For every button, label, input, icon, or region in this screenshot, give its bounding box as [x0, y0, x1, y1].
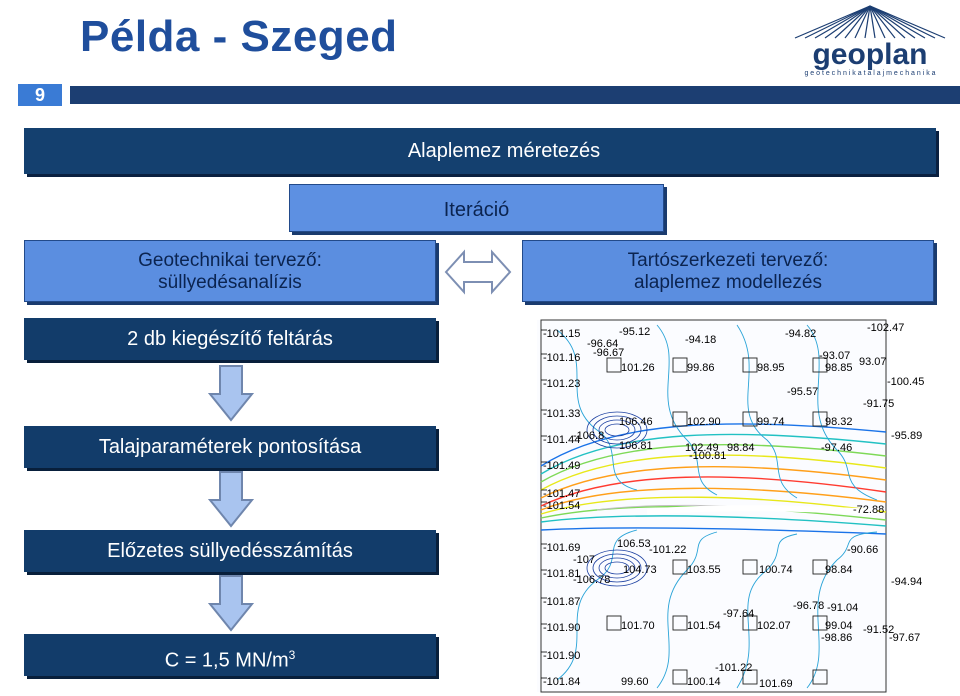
- contour-value-label: -101.22: [715, 662, 753, 674]
- step-supplementary-exploration: [24, 318, 436, 360]
- geotechnical-designer-box: [24, 240, 436, 302]
- step-preliminary-settlement: [24, 530, 436, 572]
- step-bedding-modulus-label: C = 1,5 MN/m: [164, 649, 289, 672]
- contour-value-label: -101.54: [543, 500, 581, 512]
- contour-value-label: -101.15: [543, 328, 581, 340]
- contour-value-label: -101.90: [543, 650, 581, 662]
- contour-value-label: -101.90: [543, 622, 581, 634]
- contour-value-label: -100.45: [887, 376, 925, 388]
- contour-value-label: -101.69: [543, 542, 581, 554]
- geotechnical-designer-title: Geotechnikai tervező:: [138, 250, 322, 271]
- contour-value-label: -91.04: [827, 602, 859, 614]
- contour-value-label: 98.84: [727, 442, 755, 454]
- geotechnical-designer-subtitle: süllyedésanalízis: [158, 272, 302, 293]
- contour-value-label: -106.78: [573, 574, 611, 586]
- contour-value-label: -91.75: [863, 398, 895, 410]
- contour-value-label: 98.95: [757, 362, 785, 374]
- contour-value-label: -107: [573, 554, 596, 566]
- slide-number: 9: [18, 84, 62, 106]
- down-arrow-icon: [208, 574, 254, 634]
- contour-value-label: -101.81: [543, 568, 581, 580]
- iteration-box: [289, 184, 664, 232]
- contour-value-label: 102.49: [685, 442, 719, 454]
- contour-value-label: -101.84: [543, 676, 581, 688]
- contour-value-label: -90.66: [847, 544, 879, 556]
- contour-value-label: -101.47: [543, 488, 581, 500]
- structural-designer-box: [522, 240, 934, 302]
- contour-value-label: -94.94: [891, 576, 923, 588]
- contour-value-label: -96.67: [593, 347, 625, 359]
- step-preliminary-settlement-label: Előzetes süllyedésszámítás: [107, 540, 353, 562]
- contour-value-label: -101.33: [543, 408, 581, 420]
- step-bedding-modulus-exponent: 3: [288, 648, 296, 662]
- contour-value-label: 106.81: [619, 440, 653, 452]
- contour-value-label: -96.64: [587, 338, 619, 350]
- contour-value-label: 99.86: [687, 362, 715, 374]
- contour-value-label: -100.81: [689, 450, 727, 462]
- contour-value-label: -95.89: [891, 430, 923, 442]
- structural-designer-title: Tartószerkezeti tervező:: [627, 250, 829, 271]
- contour-value-label: 102.90: [687, 416, 721, 428]
- contour-value-label: 93.07: [859, 356, 887, 368]
- contour-value-label: 104.73: [623, 564, 657, 576]
- down-arrow-icon: [208, 470, 254, 530]
- contour-value-label: -95.57: [787, 386, 819, 398]
- plate-design-label: Alaplemez méretezés: [407, 140, 601, 162]
- contour-value-label: -91.52: [863, 624, 895, 636]
- step-soil-parameters-label: Talajparaméterek pontosítása: [98, 436, 362, 458]
- iteration-label: Iteráció: [443, 199, 510, 221]
- contour-value-label: -101.87: [543, 596, 581, 608]
- settlement-contour-plot: [537, 320, 925, 692]
- double-arrow-icon: [444, 248, 512, 296]
- header-band: [70, 86, 960, 104]
- contour-value-label: 102.07: [757, 620, 791, 632]
- contour-value-label: -101.16: [543, 352, 581, 364]
- contour-value-label: -101.49: [543, 460, 581, 472]
- contour-value-label: 100.74: [759, 564, 793, 576]
- plate-design-box: [24, 128, 936, 174]
- contour-value-label: 101.69: [759, 678, 793, 690]
- geoplan-logo: [795, 4, 945, 78]
- contour-value-label: -101.44: [543, 434, 581, 446]
- contour-value-label: -101.22: [649, 544, 687, 556]
- contour-value-label: 100.14: [687, 676, 721, 688]
- contour-value-label: 98.84: [825, 564, 853, 576]
- contour-value-label: -94.18: [685, 334, 717, 346]
- contour-value-label: 99.74: [757, 416, 785, 428]
- contour-value-label: -102.47: [867, 322, 905, 334]
- contour-value-label: 101.26: [621, 362, 655, 374]
- logo-tagline: g e o t e c h n i k a t a l a j m e c h a n i k a: [804, 70, 936, 77]
- contour-value-label: 98.32: [825, 416, 853, 428]
- contour-value-label: -72.88: [853, 504, 885, 516]
- structural-designer-subtitle: alaplemez modellezés: [634, 272, 822, 293]
- logo-brand: geoplan: [812, 38, 928, 71]
- contour-value-label: 99.60: [621, 676, 649, 688]
- contour-value-label: 99.04: [825, 620, 853, 632]
- step-soil-parameters: [24, 426, 436, 468]
- down-arrow-icon: [208, 364, 254, 424]
- step-supplementary-exploration-label: 2 db kiegészítő feltárás: [127, 328, 333, 350]
- contour-value-label: 106.53: [617, 538, 651, 550]
- contour-value-label: -98.86: [821, 632, 853, 644]
- contour-value-label: 101.54: [687, 620, 721, 632]
- page-title: Példa - Szeged: [80, 12, 398, 61]
- contour-value-label: 101.70: [621, 620, 655, 632]
- contour-value-label: 106.46: [619, 416, 653, 428]
- contour-value-label: -96.78: [793, 600, 825, 612]
- contour-value-label: -106.8: [573, 430, 605, 442]
- contour-value-label: -95.12: [619, 326, 651, 338]
- contour-value-label: -93.07: [819, 350, 851, 362]
- contour-value-label: -97.67: [889, 632, 921, 644]
- step-bedding-modulus: [24, 634, 436, 676]
- contour-value-label: -97.46: [821, 442, 853, 454]
- contour-value-label: 103.55: [687, 564, 721, 576]
- contour-value-label: -101.23: [543, 378, 581, 390]
- contour-labels: [537, 320, 925, 692]
- contour-value-label: -97.64: [723, 608, 755, 620]
- contour-value-label: 98.85: [825, 362, 853, 374]
- contour-value-label: -94.82: [785, 328, 817, 340]
